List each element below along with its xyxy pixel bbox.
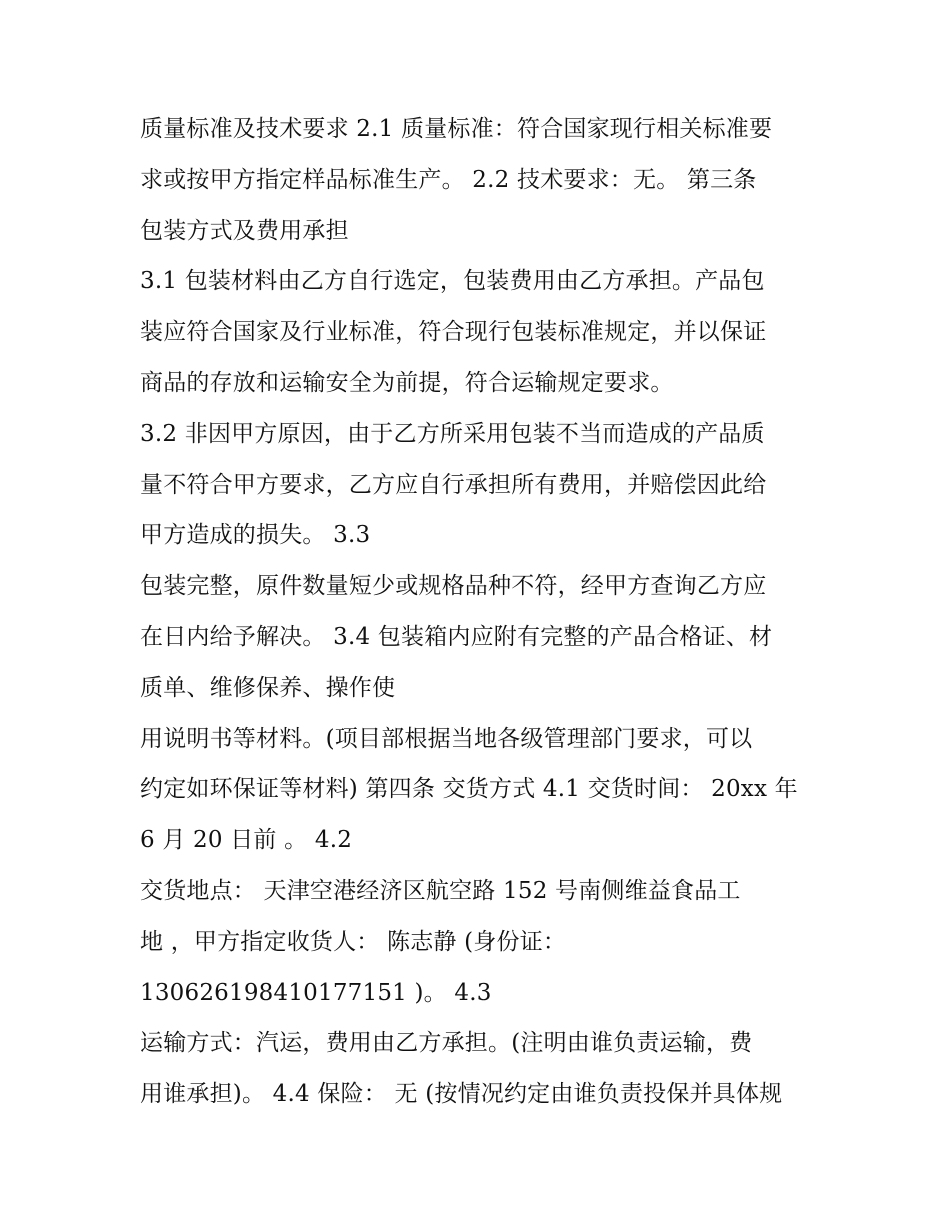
text-line: 用说明书等材料。(项目部根据当地各级管理部门要求，可以	[140, 725, 753, 752]
text-line: 质单、维修保养、操作使	[140, 674, 396, 701]
text-line: 量不符合甲方要求，乙方应自行承担所有费用，并赔偿因此给	[140, 471, 767, 498]
text-line: 3.1 包装材料由乙方自行选定，包装费用由乙方承担。产品包	[140, 268, 765, 295]
text-line: 求或按甲方指定样品标准生产。 2.2 技术要求：无。 第三条	[140, 166, 757, 193]
text-line: 在日内给予解决。 3.4 包装箱内应附有完整的产品合格证、材	[140, 623, 773, 650]
text-line: 地 ，甲方指定收货人： 陈志静 (身份证：	[140, 928, 567, 955]
text-line: 商品的存放和运输安全为前提，符合运输规定要求。	[140, 369, 674, 396]
text-line: 3.2 非因甲方原因，由于乙方所采用包装不当而造成的产品质	[140, 420, 765, 447]
text-line: 130626198410177151 )。 4.3	[140, 979, 492, 1006]
text-line: 甲方造成的损失。 3.3	[140, 522, 371, 549]
text-line: 约定如环保证等材料) 第四条 交货方式 4.1 交货时间： 20xx 年	[140, 776, 798, 803]
text-line: 包装方式及费用承担	[140, 217, 349, 244]
contract-body-text	[140, 104, 830, 1120]
text-line: 包装完整，原件数量短少或规格品种不符，经甲方查询乙方应	[140, 573, 767, 600]
text-line: 质量标准及技术要求 2.1 质量标准：符合国家现行相关标准要	[140, 116, 773, 142]
text-line: 交货地点： 天津空港经济区航空路 152 号南侧维益食品工	[140, 877, 741, 904]
text-line: 用谁承担)。 4.4 保险： 无 (按情况约定由谁负责投保并具体规	[140, 1081, 783, 1108]
text-line: 装应符合国家及行业标准，符合现行包装标准规定，并以保证	[140, 319, 767, 346]
text-line: 运输方式：汽运，费用由乙方承担。(注明由谁负责运输，费	[140, 1030, 753, 1057]
text-line: 6 月 20 日前 。 4.2	[140, 827, 353, 854]
